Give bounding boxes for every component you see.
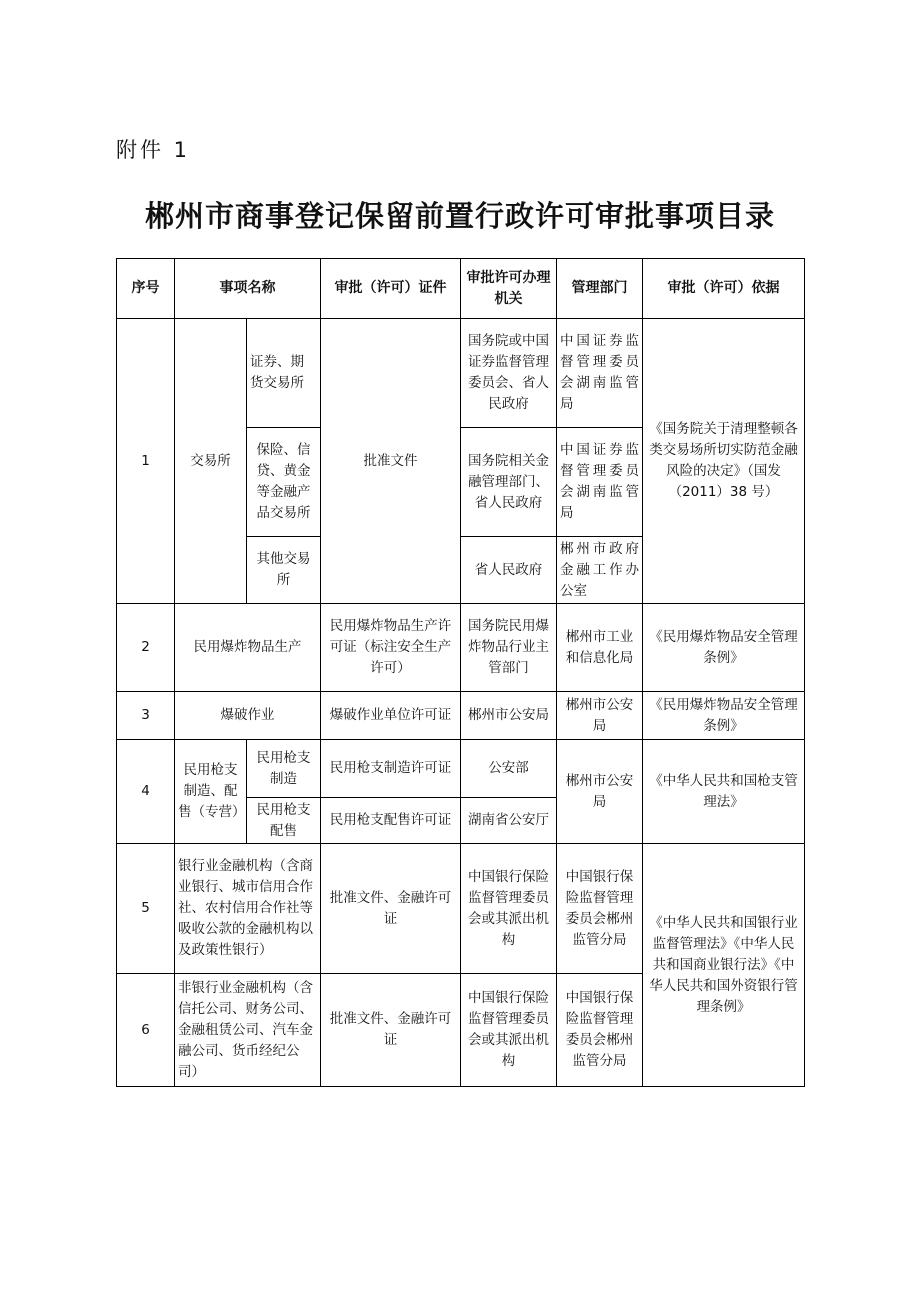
cell-office: 郴州市公安局	[461, 692, 557, 740]
cell-dept: 中国银行保险监督管理委员会郴州监管分局	[557, 844, 643, 974]
cell-office: 国务院相关金融管理部门、省人民政府	[461, 428, 557, 537]
cell-office: 国务院民用爆炸物品行业主管部门	[461, 604, 557, 692]
cell-item-name: 民用爆炸物品生产	[175, 604, 321, 692]
cell-basis: 《中华人民共和国银行业监督管理法》《中华人民共和国商业银行法》《中华人民共和国外资银行管理条例》	[643, 844, 805, 1087]
cell-dept: 郴州市公安局	[557, 740, 643, 844]
cell-cert: 民用枪支配售许可证	[321, 798, 461, 844]
cell-subitem-name: 保险、信贷、黄金等金融产品交易所	[247, 428, 321, 537]
cell-dept: 郴州市公安局	[557, 692, 643, 740]
cell-basis: 《国务院关于清理整顿各类交易场所切实防范金融风险的决定》（国发（2011）38 号）	[643, 319, 805, 604]
cell-office: 中国银行保险监督管理委员会或其派出机构	[461, 974, 557, 1087]
cell-seq: 2	[117, 604, 175, 692]
cell-item-name: 交易所	[175, 319, 247, 604]
approval-items-table	[116, 258, 805, 1087]
cell-cert: 民用枪支制造许可证	[321, 740, 461, 798]
cell-cert: 批准文件	[321, 319, 461, 604]
cell-seq: 5	[117, 844, 175, 974]
cell-basis: 《民用爆炸物品安全管理条例》	[643, 692, 805, 740]
cell-office: 湖南省公安厅	[461, 798, 557, 844]
cell-dept: 中国银行保险监督管理委员会郴州监管分局	[557, 974, 643, 1087]
cell-cert: 民用爆炸物品生产许可证（标注安全生产许可）	[321, 604, 461, 692]
cell-dept: 中国证券监督管理委员会湖南监管局	[557, 428, 643, 537]
header-seq: 序号	[117, 259, 175, 319]
cell-dept: 郴州市工业和信息化局	[557, 604, 643, 692]
cell-item-name: 银行业金融机构（含商业银行、城市信用合作社、农村信用合作社等吸收公款的金融机构以及政策性银行）	[175, 844, 321, 974]
cell-office: 国务院或中国证券监督管理委员会、省人民政府	[461, 319, 557, 428]
table-header-row	[117, 259, 805, 319]
table-row	[117, 319, 805, 428]
cell-item-name: 民用枪支制造、配售（专营）	[175, 740, 247, 844]
header-basis: 审批（许可）依据	[643, 259, 805, 319]
page-title: 郴州市商事登记保留前置行政许可审批事项目录	[144, 199, 775, 233]
cell-cert: 批准文件、金融许可证	[321, 844, 461, 974]
cell-item-name: 非银行业金融机构（含信托公司、财务公司、金融租赁公司、汽车金融公司、货币经纪公司）	[175, 974, 321, 1087]
cell-cert: 批准文件、金融许可证	[321, 974, 461, 1087]
cell-office: 省人民政府	[461, 537, 557, 604]
cell-seq: 3	[117, 692, 175, 740]
cell-item-name: 爆破作业	[175, 692, 321, 740]
cell-seq: 1	[117, 319, 175, 604]
cell-basis: 《民用爆炸物品安全管理条例》	[643, 604, 805, 692]
table-row	[117, 692, 805, 740]
cell-basis: 《中华人民共和国枪支管理法》	[643, 740, 805, 844]
header-cert: 审批（许可）证件	[321, 259, 461, 319]
cell-cert: 爆破作业单位许可证	[321, 692, 461, 740]
table-row	[117, 844, 805, 974]
cell-seq: 4	[117, 740, 175, 844]
cell-subitem-name: 民用枪支制造	[247, 740, 321, 798]
cell-seq: 6	[117, 974, 175, 1087]
cell-subitem-name: 其他交易所	[247, 537, 321, 604]
header-office: 审批许可办理机关	[461, 259, 557, 319]
cell-office: 公安部	[461, 740, 557, 798]
attachment-label: 附件 1	[116, 138, 191, 162]
cell-dept: 郴州市政府金融工作办公室	[557, 537, 643, 604]
table-row	[117, 740, 805, 798]
header-dept: 管理部门	[557, 259, 643, 319]
cell-dept: 中国证券监督管理委员会湖南监管局	[557, 319, 643, 428]
cell-subitem-name: 证券、期货交易所	[247, 319, 321, 428]
cell-subitem-name: 民用枪支配售	[247, 798, 321, 844]
cell-office: 中国银行保险监督管理委员会或其派出机构	[461, 844, 557, 974]
header-name: 事项名称	[175, 259, 321, 319]
table-row	[117, 604, 805, 692]
